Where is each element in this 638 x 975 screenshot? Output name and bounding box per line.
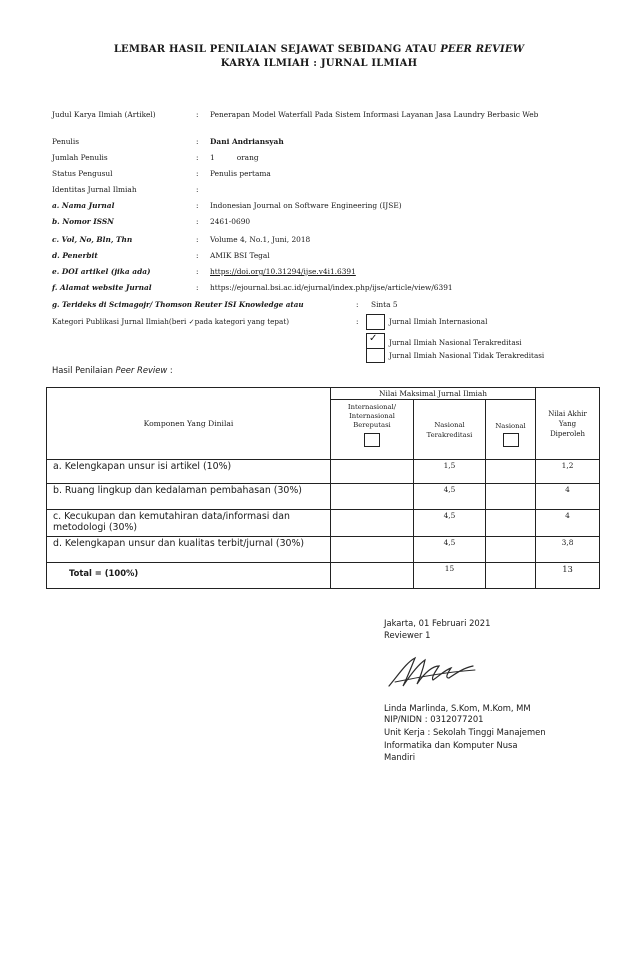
review-heading-peer: Peer Review [115,365,168,375]
judul-value: Penerapan Model Waterfall Pada Sistem Informasi Layanan Jasa Laundry Berbasic Web [210,110,539,119]
header-nilai-maksimal: Nilai Maksimal Jurnal Ilmiah [331,388,536,400]
checkbox-nasional-tidak-terakreditasi[interactable] [366,348,385,363]
cell-max-nasional: 4,5 [414,510,486,537]
total-row [47,563,600,589]
penerbit-label: d. Penerbit [52,251,98,260]
reviewer-unit-3: Mandiri [384,752,416,762]
volume-value: Volume 4, No.1, Juni, 2018 [210,235,311,244]
checkbox-internasional-col[interactable] [364,433,380,447]
colon: : [196,267,199,276]
table-row [47,484,600,510]
cell-internasional [331,460,414,484]
table-row [47,537,600,563]
row-label: c. Kecukupan dan kemutahiran data/informasi dan metodologi (30%) [47,510,331,537]
cell-nasional [486,563,536,589]
cell-akhir: 4 [536,484,600,510]
checkbox-nasional-col[interactable] [503,433,519,447]
check-icon: ✓ [369,333,378,344]
review-heading-colon: : [167,365,173,375]
header-nilai-akhir: Nilai Akhir Yang Diperoleh [536,388,600,460]
table-row [47,460,600,484]
colon: : [356,300,359,309]
colon: : [196,185,199,194]
option-internasional-label: Jurnal Ilmiah Internasional [389,317,488,326]
total-label: Total = (100%) [47,563,331,589]
header-internasional-text: Internasional/ Internasional Bereputasi [347,403,397,429]
table-row [47,510,600,537]
title-peer-review: PEER REVIEW [440,44,525,55]
score-table [46,387,600,589]
title-text: LEMBAR HASIL PENILAIAN SEJAWAT SEBIDANG ATAU [113,44,441,55]
alamat-value: https://ejournal.bsi.ac.id/ejurnal/index.php/ijse/article/view/6391 [210,283,453,292]
colon: : [196,201,199,210]
cell-max-nasional: 1,5 [414,460,486,484]
doi-link[interactable]: https://doi.org/10.31294/ijse.v4i1.6391 [210,267,356,276]
terindeks-value: Sinta 5 [371,300,398,309]
review-heading-text: Hasil Penilaian [52,365,116,375]
cell-akhir: 4 [536,510,600,537]
cell-nasional [486,537,536,563]
total-akhir: 13 [536,563,600,589]
kategori-label [52,317,337,327]
cell-internasional [331,537,414,563]
reviewer-unit-2: Informatika dan Komputer Nusa [384,740,518,750]
row-label: d. Kelengkapan unsur dan kualitas terbit/jurnal (30%) [47,537,331,563]
cell-max-nasional: 4,5 [414,537,486,563]
checkbox-internasional[interactable] [366,314,385,330]
nama-jurnal-label: a. Nama Jurnal [52,201,115,210]
row-label: a. Kelengkapan unsur isi artikel (10%) [47,460,331,484]
jumlah-value [210,153,570,163]
signature-image [385,652,485,692]
colon: : [196,251,199,260]
option-nasional-tidak-terakreditasi-label: Jurnal Ilmiah Nasional Tidak Terakreditasi [389,351,545,360]
jumlah-unit: orang [236,153,259,162]
cell-max-nasional: 4,5 [414,484,486,510]
volume-label: c. Vol, No, Bln, Thn [52,235,133,244]
alamat-label: f. Alamat website Jurnal [52,283,152,292]
kategori-text: Kategori Publikasi Jurnal Ilmiah(beri [52,317,189,326]
colon: : [196,137,199,146]
penulis-label: Penulis [52,137,80,146]
option-nasional-terakreditasi-label: Jurnal Ilmiah Nasional Terakreditasi [389,338,522,347]
issn-value: 2461-0690 [210,217,251,226]
cell-nasional [486,484,536,510]
review-heading [52,365,173,375]
cell-nasional [486,510,536,537]
cell-internasional [331,510,414,537]
reviewer-role: Reviewer 1 [384,630,431,640]
colon: : [196,235,199,244]
cell-internasional [331,484,414,510]
penerbit-value: AMIK BSI Tegal [210,251,270,260]
place-date: Jakarta, 01 Februari 2021 [384,618,491,628]
colon: : [196,169,199,178]
cell-akhir: 1,2 [536,460,600,484]
total-max: 15 [414,563,486,589]
document-title [0,44,638,55]
doi-label: e. DOI artikel (jika ada) [52,267,151,276]
jumlah-label: Jumlah Penulis [52,153,108,162]
cell-akhir: 3,8 [536,537,600,563]
judul-label: Judul Karya Ilmiah (Artikel) [52,110,156,119]
colon: : [196,153,199,162]
document-subtitle: KARYA ILMIAH : JURNAL ILMIAH [220,58,418,69]
jumlah-number: 1 [210,153,215,162]
cell-internasional [331,563,414,589]
colon: : [196,283,199,292]
colon: : [196,110,199,119]
colon: : [356,317,359,326]
identitas-label: Identitas Jurnal Ilmiah [52,185,137,194]
reviewer-nip: NIP/NIDN : 0312077201 [384,714,484,724]
kategori-text-end: pada kategori yang tepat) [194,317,290,326]
header-komponen: Komponen Yang Dinilai [47,388,331,460]
header-nasional-text: Nasional [495,422,526,430]
terindeks-label: g. Terideks di Scimagojr/ Thomson Reuter ISI Knowledge atau [52,300,304,309]
header-nasional-terakreditasi: Nasional Terakreditasi [414,400,486,460]
penulis-value: Dani Andriansyah [210,137,284,146]
status-label: Status Pengusul [52,169,113,178]
row-label: b. Ruang lingkup dan kedalaman pembahasan (30%) [47,484,331,510]
cell-nasional [486,460,536,484]
header-nasional [486,400,536,460]
reviewer-unit-1: Unit Kerja : Sekolah Tinggi Manajemen [384,727,546,737]
checkbox-nasional-terakreditasi[interactable] [366,333,385,349]
header-internasional [331,400,414,460]
check-icon: ✓ [188,317,195,326]
issn-label: b. Nomor ISSN [52,217,114,226]
nama-jurnal-value: Indonesian Journal on Software Engineering (IJSE) [210,201,402,210]
status-value: Penulis pertama [210,169,271,178]
colon: : [196,217,199,226]
reviewer-name: Linda Marlinda, S.Kom, M.Kom, MM [384,703,531,713]
